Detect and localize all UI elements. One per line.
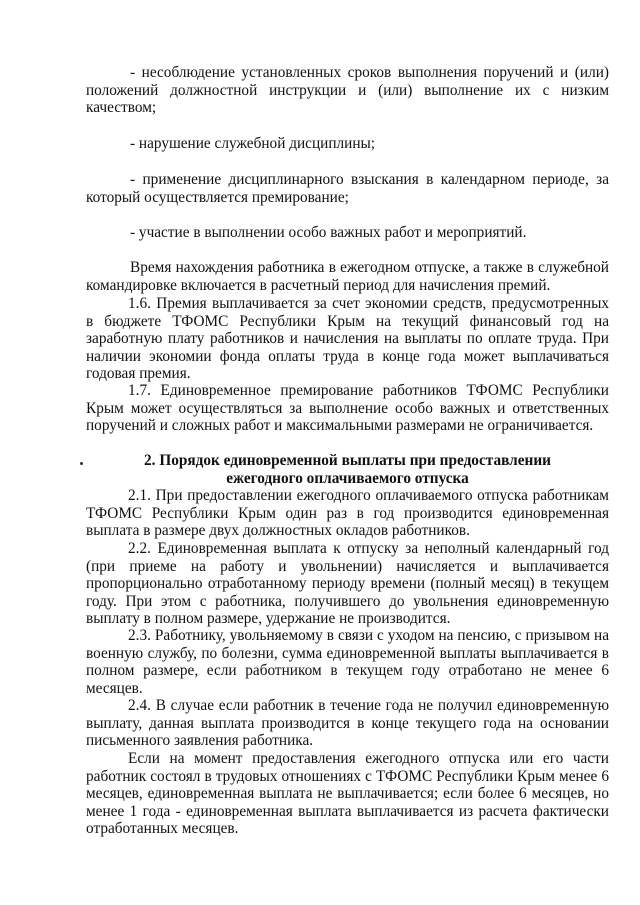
vacation-note-paragraph: Время нахождения работника в ежегодном отпуске, а также в служебной командировке включается в расчетный период для начисления премий. [86, 259, 609, 294]
paragraph-1-6: 1.6. Премия выплачивается за счет экономии средств, предусмотренных в бюджете ТФОМС Республики Крым на текущий финансовый год на заработную плату работников и начисления на выплаты по оплате труда. При наличии экономии фонда оплаты труда в конце года может выплачиваться годовая премия. [86, 295, 609, 383]
paragraph-2-4: 2.4. В случае если работник в течение года не получил единовременную выплату, данная выплата производится в конце текущего года на основании письменного заявления работника. [86, 697, 609, 750]
paragraph-1-7: 1.7. Единовременное премирование работников ТФОМС Республики Крым может осуществляться за выполнение особо важных и ответственных поручений и сложных работ и максимальными размерами не ограничивается. [86, 382, 609, 435]
paragraph-last: Если на момент предоставления ежегодного отпуска или его части работник состоял в трудовых отношениях с ТФОМС Республики Крым менее 6 месяцев, единовременная выплата не выплачивается; если более 6 месяцев, но менее 1 года - единовременная выплата выплачивается из расчета фактически отработанных месяцев. [86, 750, 609, 838]
bullet-item: - несоблюдение установленных сроков выполнения поручений и (или) положений должностной инструкции и (или) выполнение их с низким качеством; [86, 64, 609, 117]
bullet-item: - участие в выполнении особо важных работ и мероприятий. [130, 224, 527, 241]
paragraph-2-2: 2.2. Единовременная выплата к отпуску за неполный календарный год (при приеме на работу и увольнении) начисляется и выплачивается пропорционально отработанному периоду времени (полный месяц) в текущем году. При этом с работника, получившего до увольнения единовременную выплату в полном размере, удержание не производится. [86, 540, 609, 628]
section-2-title: 2. Порядок единовременной выплаты при предоставлении [144, 452, 551, 469]
paragraph-2-3: 2.3. Работнику, увольняемому в связи с уходом на пенсию, с призывом на военную службу, по болезни, сумма единовременной выплаты выплачивается в полном размере, если работником в текущем году отработано не менее 6 месяцев. [86, 627, 609, 697]
scan-speck [80, 462, 83, 465]
bullet-item: - применение дисциплинарного взыскания в календарном периоде, за который осуществляется премирование; [86, 171, 609, 206]
paragraph-2-1: 2.1. При предоставлении ежегодного оплачиваемого отпуска работникам ТФОМС Республики Крым один раз в год производится единовременная выплата в размере двух должностных окладов работников. [86, 487, 609, 540]
section-2-subtitle: ежегодного оплачиваемого отпуска [226, 470, 469, 487]
bullet-item: - нарушение служебной дисциплины; [130, 135, 376, 152]
